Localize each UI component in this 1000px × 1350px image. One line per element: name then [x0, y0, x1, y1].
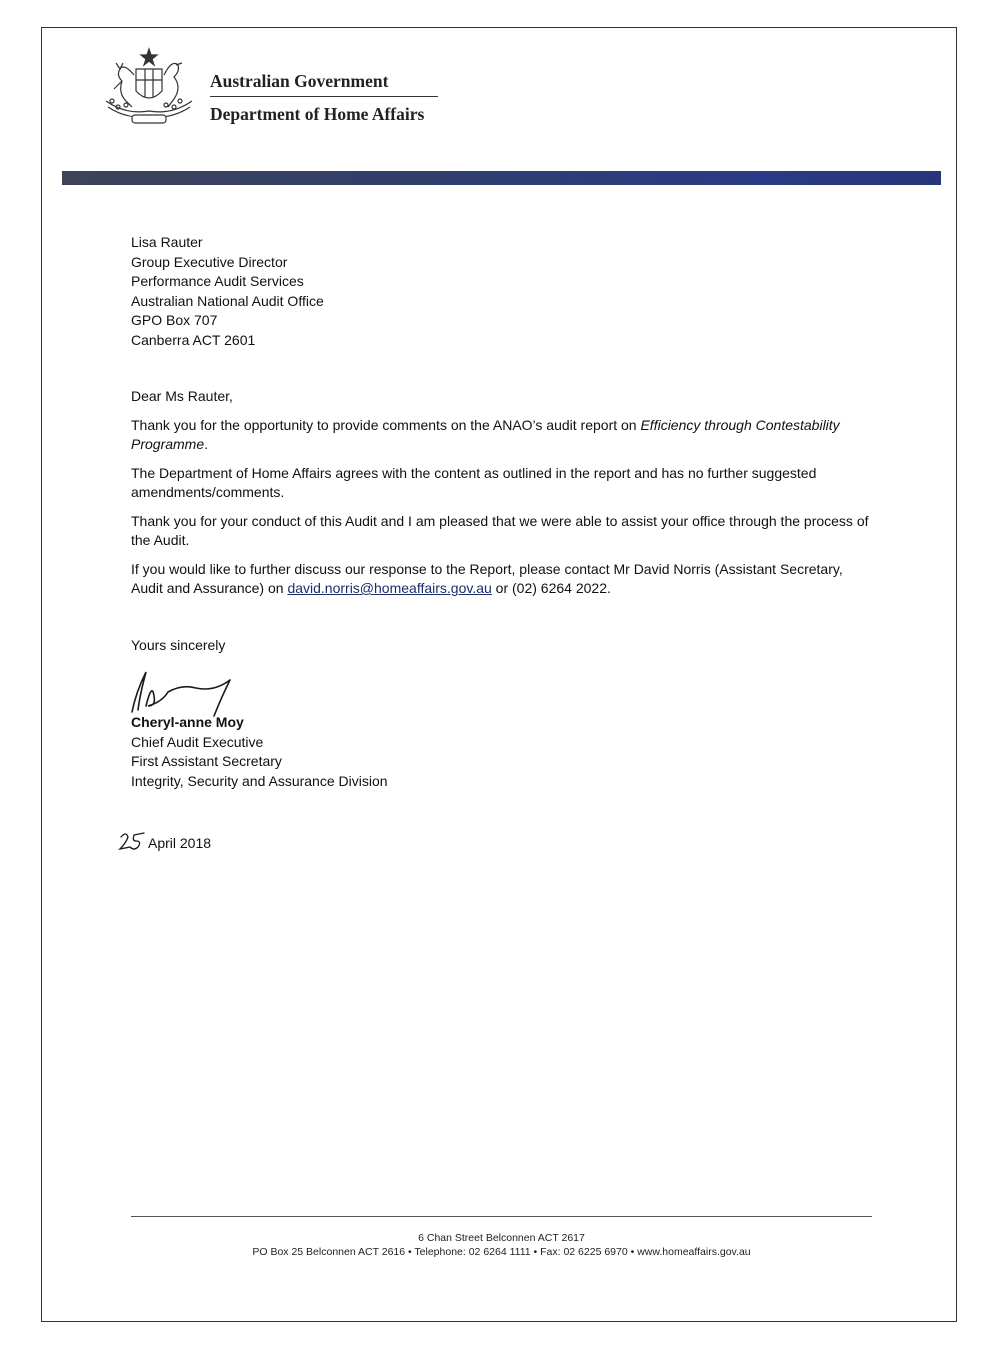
government-name: Australian Government [210, 71, 389, 91]
coat-of-arms-logo [96, 45, 202, 127]
footer [131, 1231, 872, 1259]
paragraph-2: The Department of Home Affairs agrees with the content as outlined in the report and has no further suggested amendments/comments. [131, 464, 817, 500]
signer-title: First Assistant Secretary [131, 753, 282, 770]
recipient-line: GPO Box 707 [131, 312, 218, 329]
paragraph-4-text: If you would like to further discuss our response to the Report, please contact Mr David Norris (Assistant Secretary, Audit and Assurance) on [131, 560, 843, 596]
report-title: Efficiency through Contestability Programme [131, 416, 840, 452]
letter-body [131, 387, 876, 608]
paragraph-4 [131, 560, 876, 599]
recipient-line: Canberra ACT 2601 [131, 331, 256, 348]
recipient-line: Australian National Audit Office [131, 292, 324, 309]
paragraph-1-text: Thank you for the opportunity to provide comments on the ANAO’s audit report on [131, 416, 641, 433]
date-text: April 2018 [148, 835, 212, 851]
signer-division: Integrity, Security and Assurance Division [131, 772, 388, 789]
letterhead [210, 70, 438, 125]
recipient-address [131, 233, 324, 351]
department-name: Department of Home Affairs [210, 104, 425, 124]
letterhead-divider [210, 96, 438, 97]
letter-date [118, 829, 211, 851]
paragraph-3: Thank you for your conduct of this Audit and I am pleased that we were able to assist your office through the process of the Audit. [131, 512, 869, 548]
recipient-line: Performance Audit Services [131, 273, 304, 290]
paragraph-4-end: or (02) 6264 2022. [491, 580, 611, 596]
handwritten-day [118, 829, 148, 851]
footer-address: 6 Chan Street Belconnen ACT 2617 [418, 1232, 585, 1244]
recipient-line: Lisa Rauter [131, 234, 203, 250]
signer-name: Cheryl-anne Moy [131, 714, 244, 730]
paragraph-1 [131, 416, 876, 455]
header-band [62, 171, 941, 185]
closing: Yours sincerely [131, 637, 226, 653]
signer-block [131, 713, 388, 791]
salutation: Dear Ms Rauter, [131, 388, 233, 404]
paragraph-1-end: . [204, 436, 209, 452]
signer-title: Chief Audit Executive [131, 733, 264, 750]
footer-divider [131, 1216, 872, 1217]
email-link[interactable]: david.norris@homeaffairs.gov.au [287, 580, 492, 596]
recipient-line: Group Executive Director [131, 253, 288, 270]
signature [118, 662, 238, 718]
footer-contact: PO Box 25 Belconnen ACT 2616 • Telephone: 02 6264 1111 • Fax: 02 6225 6970 • www.homeaffairs.gov.au [252, 1246, 751, 1258]
